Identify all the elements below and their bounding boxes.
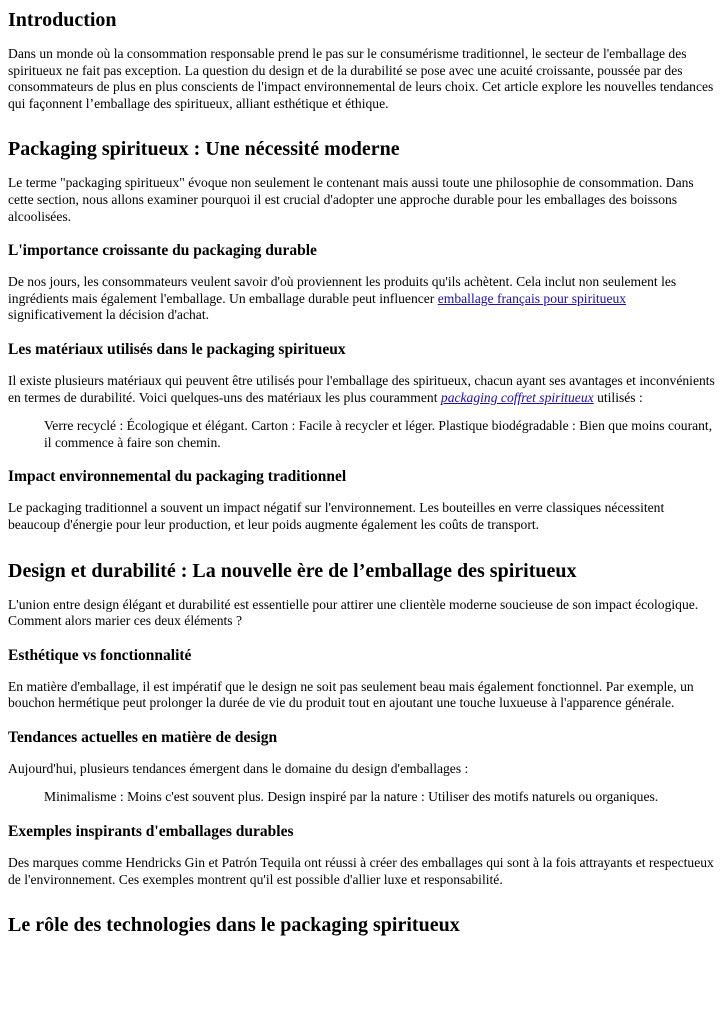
paragraph-text: De nos jours, les consommateurs veulent savoir d'où proviennent les produits qu'ils achètent. Cela inclut non seulement les ingrédients mais également l'emballage. Un emballage durable peut influencer — [8, 274, 677, 306]
link-emballage-francais[interactable]: emballage français pour spiritueux — [437, 290, 627, 306]
heading-packaging-spiritueux: Packaging spiritueux : Une nécessité moderne — [8, 138, 400, 161]
paragraph-exemples: Des marques comme Hendricks Gin et Patrón Tequila ont réussi à créer des emballages qui sont à la fois attrayants et respectueux de l'environnement. Ces exemples montrent qu'il est possible d'allier luxe et responsabilité. — [8, 855, 714, 887]
heading-materiaux: Les matériaux utilisés dans le packaging spiritueux — [8, 340, 346, 358]
heading-exemples: Exemples inspirants d'emballages durables — [8, 823, 294, 841]
heading-technologies: Le rôle des technologies dans le packaging spiritueux — [8, 914, 460, 937]
heading-esthetique: Esthétique vs fonctionnalité — [8, 646, 192, 664]
quote-tendances-list: Minimalisme : Moins c'est souvent plus. Design inspiré par la nature : Utiliser des motifs naturels ou organiques. — [44, 789, 659, 805]
paragraph-tendances: Aujourd'hui, plusieurs tendances émergent dans le domaine du design d'emballages : — [8, 760, 469, 776]
link-packaging-coffret[interactable]: packaging coffret spiritueux — [440, 389, 594, 405]
quote-materiaux-list: Verre recyclé : Écologique et élégant. Carton : Facile à recycler et léger. Plastique biodégradable : Bien que moins courant, il commence à faire son chemin. — [44, 418, 713, 450]
paragraph-text: Il existe plusieurs matériaux qui peuvent être utilisés pour l'emballage des spiritueux, chacun ayant ses avantages et inconvénients en termes de durabilité. Voici quelques-uns des matériaux les plus couramment — [8, 372, 715, 405]
paragraph-materiaux — [8, 373, 716, 406]
paragraph-esthetique: En matière d'emballage, il est impératif que le design ne soit pas seulement beau mais également fonctionnel. Par exemple, un bouchon hermétique peut prolonger la durée de vie du produit tout en ajoutant une touche luxueuse à l'apparence générale. — [8, 678, 694, 711]
paragraph-packaging-spiritueux: Le terme "packaging spiritueux" évoque non seulement le contenant mais aussi toute une philosophie de consommation. Dans cette section, nous allons examiner pourquoi il est crucial d'adopter une approche durable pour les emballages des boissons alcoolisées. — [8, 175, 694, 224]
paragraph-text: utilisés : — [593, 389, 643, 405]
paragraph-design-durabilite: L'union entre design élégant et durabilité est essentielle pour attirer une clientèle moderne soucieuse de son impact écologique. Comment alors marier ces deux éléments ? — [8, 596, 699, 629]
article — [0, 8, 720, 937]
heading-tendances: Tendances actuelles en matière de design — [8, 728, 278, 746]
heading-introduction: Introduction — [8, 9, 117, 31]
paragraph-text: significativement la décision d'achat. — [8, 307, 209, 323]
paragraph-introduction: Dans un monde où la consommation responsable prend le pas sur le consumérisme traditionnel, le secteur de l'emballage des spiritueux ne fait pas exception. La question du design et de la durabilité se pose avec une acuité croissante, poussée par des consommateurs de plus en plus conscients de l'impact environnemental de leurs choix. Cet article explore les nouvelles tendances qui façonnent l’emballage des spiritueux, alliant esthétique et éthique. — [8, 46, 714, 111]
heading-design-durabilite: Design et durabilité : La nouvelle ère de l’emballage des spiritueux — [8, 559, 577, 582]
paragraph-importance-packaging-durable — [8, 274, 716, 324]
paragraph-impact-environnemental: Le packaging traditionnel a souvent un impact négatif sur l'environnement. Les bouteilles en verre classiques nécessitent beaucoup d'énergie pour leur production, et leur poids augmente également les coûts de transport. — [8, 500, 665, 532]
heading-importance-packaging-durable: L'importance croissante du packaging durable — [8, 242, 317, 260]
heading-impact-environnemental: Impact environnemental du packaging traditionnel — [8, 468, 347, 486]
